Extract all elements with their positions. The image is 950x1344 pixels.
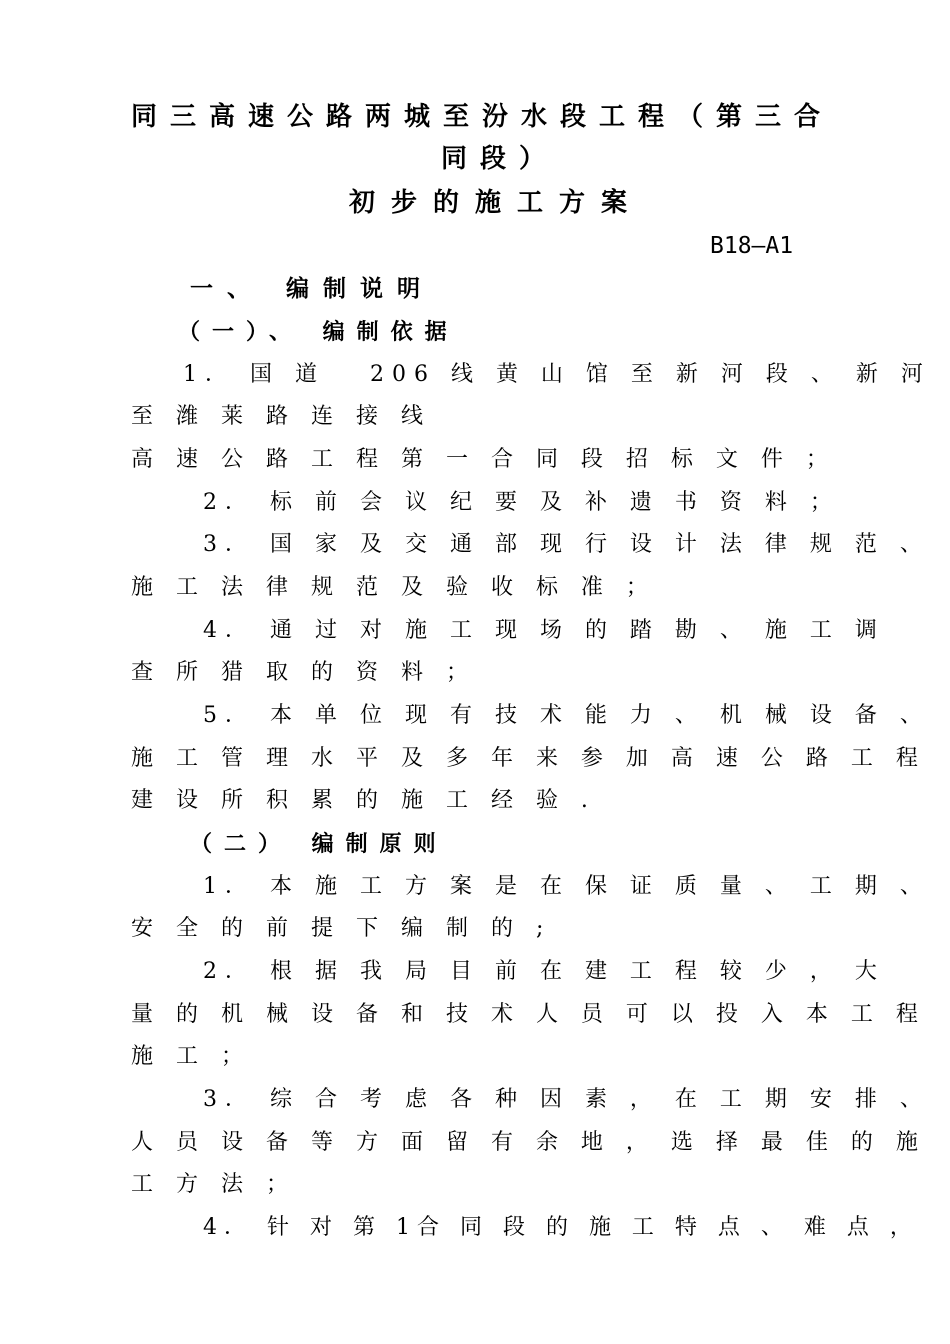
basis-line: 3． 国 家 及 交 通 部 现 行 设 计 法 律 规 范 、 — [203, 532, 930, 557]
document-title-line-2: 同段） — [441, 144, 559, 174]
principle-line: 工 方 法 ； — [131, 1172, 296, 1197]
basis-line: 建 设 所 积 累 的 施 工 经 验 . — [131, 788, 596, 813]
document-subtitle: 初步的施工方案 — [349, 188, 644, 218]
subsection-heading-principles: （二） 编制原则 — [190, 831, 448, 857]
subsection-heading-basis: （一）、 编制依据 — [178, 319, 459, 345]
principle-line: 人 员 设 备 等 方 面 留 有 余 地 ， 选 择 最 佳 的 施 — [131, 1130, 926, 1155]
basis-line: 查 所 猎 取 的 资 料 ； — [131, 660, 476, 685]
basis-line: 至 潍 莱 路 连 接 线 — [131, 404, 431, 429]
section-heading: 一、 编制说明 — [190, 275, 435, 302]
basis-line: 4． 通 过 对 施 工 现 场 的 踏 勘 、 施 工 调 — [203, 618, 885, 643]
basis-line: 5． 本 单 位 现 有 技 术 能 力 、 机 械 设 备 、 — [203, 703, 930, 728]
basis-line: 施 工 管 理 水 平 及 多 年 来 参 加 高 速 公 路 工 程 — [131, 746, 926, 771]
basis-line: 施 工 法 律 规 范 及 验 收 标 准 ； — [131, 575, 656, 600]
basis-line: 2． 标 前 会 议 纪 要 及 补 遗 书 资 料 ； — [203, 490, 840, 515]
principle-line: 3． 综 合 考 虑 各 种 因 素 ， 在 工 期 安 排 、 — [203, 1087, 930, 1112]
document-code: B18—A1 — [710, 233, 794, 259]
principle-line: 量 的 机 械 设 备 和 技 术 人 员 可 以 投 入 本 工 程 — [131, 1002, 926, 1027]
principle-line: 施 工 ； — [131, 1044, 251, 1069]
principle-line: 4． 针 对 第 1合 同 段 的 施 工 特 点 、 难 点 ， — [203, 1215, 919, 1240]
basis-line: 高 速 公 路 工 程 第 一 合 同 段 招 标 文 件 ； — [131, 447, 836, 472]
principle-line: 安 全 的 前 提 下 编 制 的 ; — [131, 916, 552, 941]
basis-line: 1． 国 道 206 线 黄 山 馆 至 新 河 段 、 新 河 — [183, 362, 931, 387]
principle-line: 1． 本 施 工 方 案 是 在 保 证 质 量 、 工 期 、 — [203, 874, 930, 899]
principle-line: 2． 根 据 我 局 目 前 在 建 工 程 较 少 ， 大 — [203, 959, 885, 984]
document-title-line-1: 同三高速公路两城至汾水段工程（第三合 — [131, 102, 834, 132]
